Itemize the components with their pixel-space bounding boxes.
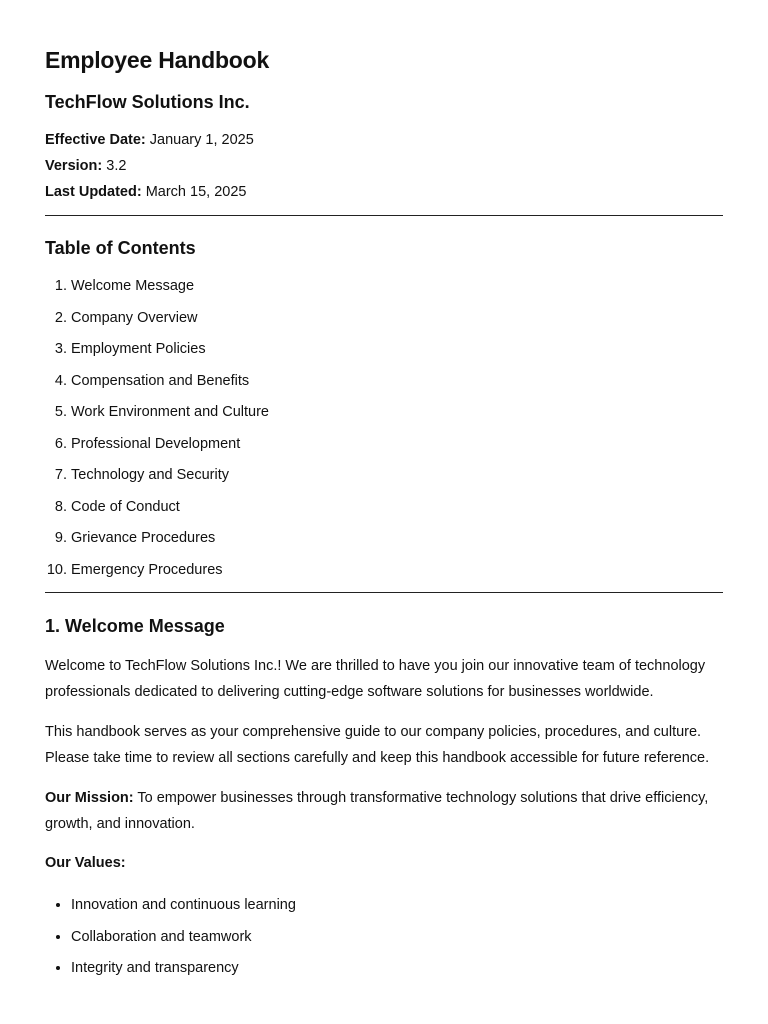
toc-title: Table of Contents — [45, 238, 196, 258]
divider — [45, 215, 723, 216]
meta-label: Last Updated: — [45, 184, 142, 200]
values-item: • Collaboration and teamwork — [71, 922, 723, 954]
toc-item: 8. Code of Conduct — [71, 492, 723, 524]
meta-value: January 1, 2025 — [149, 132, 254, 148]
toc-item: 7. Technology and Security — [71, 460, 723, 492]
mission-statement — [45, 785, 723, 837]
values-item: • Integrity and transparency — [71, 953, 723, 985]
meta-label: Effective Date: — [45, 132, 146, 148]
values-heading — [45, 850, 723, 876]
meta-label: Version: — [45, 158, 103, 174]
welcome-paragraph: This handbook serves as your comprehensive guide to our company policies, procedures, and culture. Please take time to review all sections carefully and keep this handbook accessible for future reference. — [45, 724, 710, 766]
values-list — [45, 890, 723, 985]
company-name: TechFlow Solutions Inc. — [45, 92, 250, 112]
meta-version — [45, 153, 723, 179]
meta-value: 3.2 — [106, 158, 127, 174]
toc-list — [45, 271, 723, 586]
toc-item: 2. Company Overview — [71, 303, 723, 335]
values-label: Our Values: — [45, 855, 126, 871]
meta-value: March 15, 2025 — [145, 184, 247, 200]
meta-last-updated — [45, 179, 723, 205]
toc-item: 10. Emergency Procedures — [71, 555, 723, 587]
document-title: Employee Handbook — [45, 47, 270, 73]
document-meta — [45, 127, 723, 205]
values-item: • Innovation and continuous learning — [71, 890, 723, 922]
meta-effective-date — [45, 127, 723, 153]
welcome-paragraph: Welcome to TechFlow Solutions Inc.! We are thrilled to have you join our innovative team of technology professionals dedicated to delivering cutting-edge software solutions for businesses worldwide. — [45, 658, 706, 700]
toc-item: 4. Compensation and Benefits — [71, 366, 723, 398]
mission-label: Our Mission: — [45, 790, 134, 806]
toc-item: 5. Work Environment and Culture — [71, 397, 723, 429]
toc-item: 9. Grievance Procedures — [71, 523, 723, 555]
mission-text: To empower businesses through transformative technology solutions that drive efficiency, growth, and innovation. — [45, 790, 709, 832]
toc-item: 1. Welcome Message — [71, 271, 723, 303]
toc-item: 6. Professional Development — [71, 429, 723, 461]
welcome-heading: 1. Welcome Message — [45, 616, 225, 636]
divider — [45, 592, 723, 593]
toc-item: 3. Employment Policies — [71, 334, 723, 366]
